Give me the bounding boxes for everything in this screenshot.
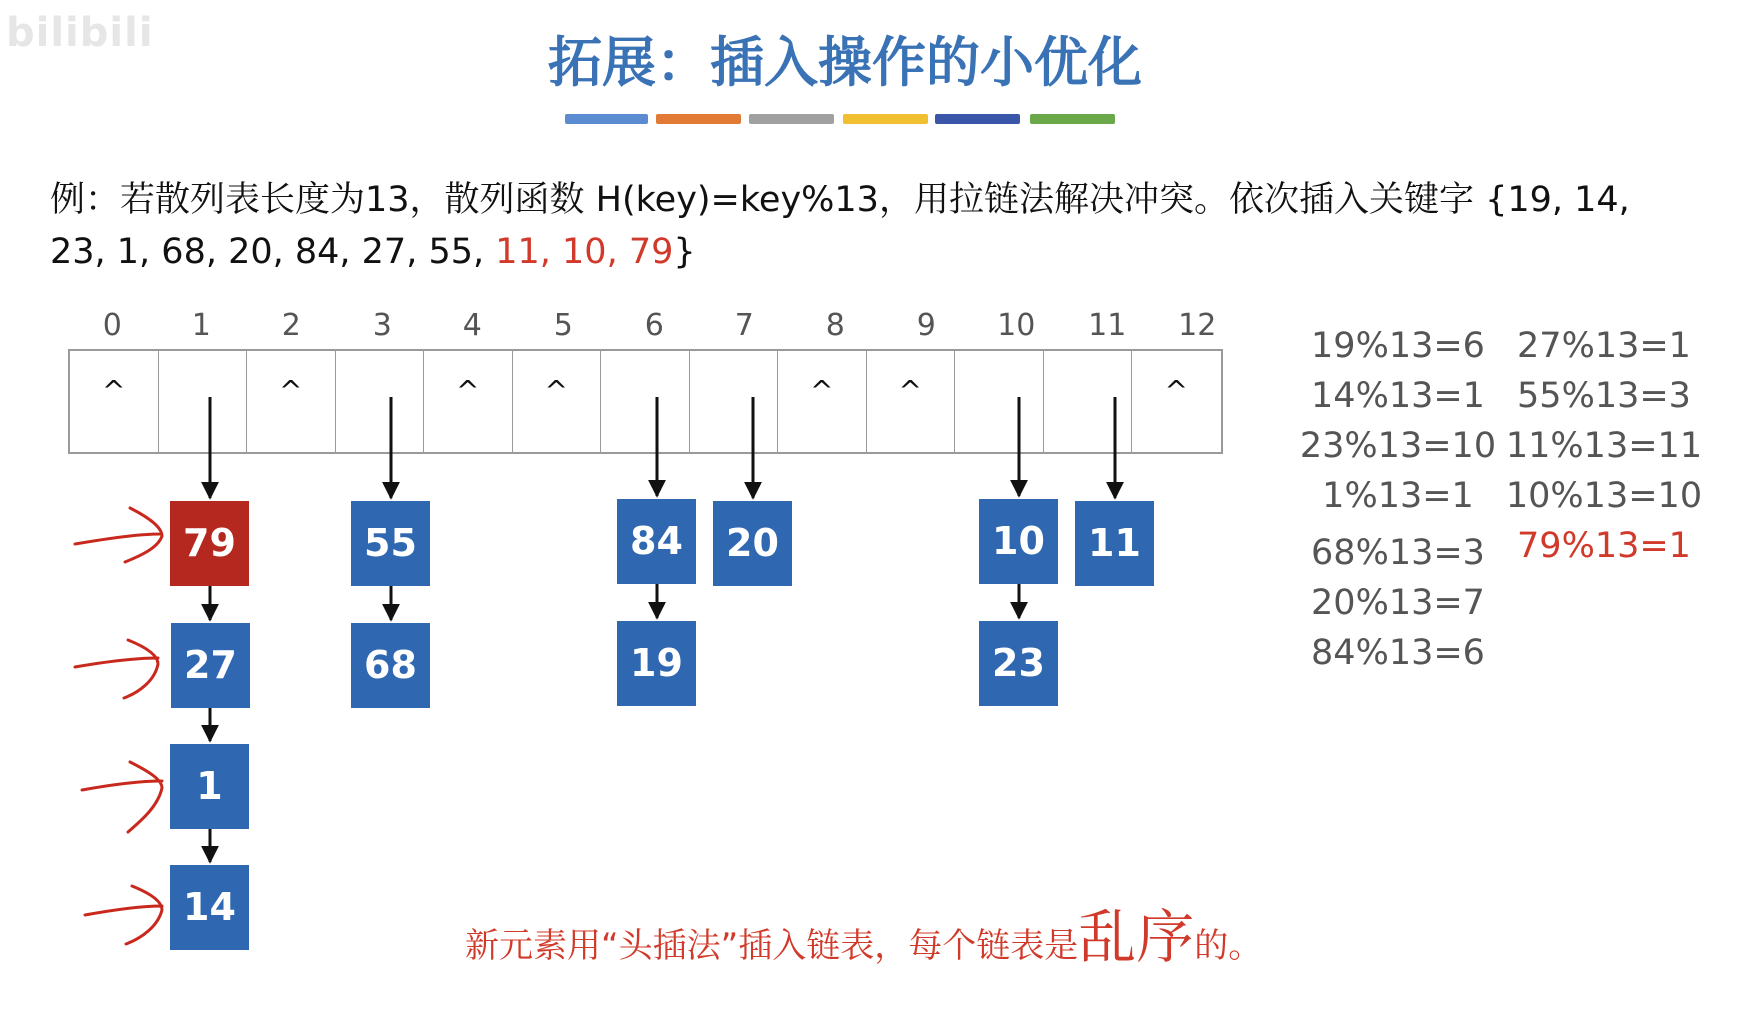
calc-left-2: 23%13=10 (1299, 426, 1497, 466)
title-bar-blue (565, 114, 648, 124)
bucket-0: ^ (70, 351, 159, 452)
calc-right-4-highlight: 79%13=1 (1517, 526, 1691, 566)
calc-left-3: 1%13=1 (1322, 476, 1474, 516)
page-title: 拓展：插入操作的小优化 (548, 31, 1142, 94)
bucket-4: ^ (424, 351, 513, 452)
calc-right-3: 10%13=10 (1505, 476, 1703, 516)
problem-text: 例：若散列表长度为13，散列函数 H(key)=key%13，用拉链法解决冲突。依次插入关键字 {19, 14, 23, 1, 68, 20, 84, 27, 55, (50, 180, 1630, 272)
note-prefix: 新元素用“头插法”插入链表，每个链表是 (465, 926, 1079, 966)
red-hand-arrow-1 (82, 762, 162, 832)
problem-text-end: } (673, 232, 696, 272)
red-hand-arrow-27 (75, 640, 158, 698)
bucket-10 (955, 351, 1044, 452)
index-label-2: 2 (281, 308, 301, 343)
calc-right-0: 27%13=1 (1517, 326, 1691, 366)
node-bucket7-0: 20 (713, 501, 792, 586)
calc-right-1: 55%13=3 (1517, 376, 1691, 416)
node-bucket6-1: 19 (617, 621, 696, 706)
title-bar-green (1030, 114, 1115, 124)
bucket-8: ^ (778, 351, 867, 452)
bucket-9: ^ (867, 351, 956, 452)
index-label-12: 12 (1178, 308, 1217, 343)
bucket-1 (159, 351, 248, 452)
node-bucket1-1: 27 (171, 623, 250, 708)
red-hand-arrow-14 (85, 886, 162, 944)
bucket-11 (1044, 351, 1133, 452)
node-bucket11-0: 11 (1075, 501, 1154, 586)
index-label-0: 0 (102, 308, 122, 343)
note-emphasis: 乱序 (1078, 903, 1195, 971)
problem-statement (50, 174, 1690, 278)
index-label-10: 10 (997, 308, 1036, 343)
index-label-1: 1 (191, 308, 211, 343)
calc-left-1: 14%13=1 (1311, 376, 1485, 416)
calc-right-2: 11%13=11 (1505, 426, 1703, 466)
title-bar-orange (656, 114, 741, 124)
calc-left-5: 20%13=7 (1311, 583, 1485, 623)
node-bucket10-0: 10 (979, 499, 1058, 584)
title-bar-gray (749, 114, 834, 124)
bucket-2: ^ (247, 351, 336, 452)
index-label-7: 7 (734, 308, 754, 343)
bucket-5: ^ (513, 351, 602, 452)
node-bucket3-0: 55 (351, 501, 430, 586)
bucket-6 (601, 351, 690, 452)
node-bucket1-3: 14 (170, 865, 249, 950)
index-label-4: 4 (462, 308, 482, 343)
index-label-3: 3 (372, 308, 392, 343)
bucket-3 (336, 351, 425, 452)
hash-table (68, 349, 1223, 454)
red-hand-arrow-79 (75, 508, 162, 562)
watermark: bilibili (6, 10, 154, 56)
node-bucket1-2: 1 (170, 744, 249, 829)
index-label-8: 8 (825, 308, 845, 343)
problem-highlight-keys: 11, 10, 79 (495, 232, 674, 272)
title-bar-navy (935, 114, 1020, 124)
index-label-5: 5 (553, 308, 573, 343)
note-suffix: 的。 (1194, 926, 1263, 966)
bucket-7 (690, 351, 779, 452)
bottom-note (465, 890, 1262, 974)
calc-left-0: 19%13=6 (1311, 326, 1485, 366)
index-label-9: 9 (916, 308, 936, 343)
bucket-12: ^ (1164, 374, 1188, 407)
title-bar-yellow (843, 114, 928, 124)
node-bucket6-0: 84 (617, 499, 696, 584)
calc-left-4: 68%13=3 (1311, 533, 1485, 573)
index-label-6: 6 (644, 308, 664, 343)
node-bucket10-1: 23 (979, 621, 1058, 706)
index-label-11: 11 (1088, 308, 1127, 343)
calc-left-6: 84%13=6 (1311, 633, 1485, 673)
node-bucket1-0: 79 (170, 501, 249, 586)
node-bucket3-1: 68 (351, 623, 430, 708)
